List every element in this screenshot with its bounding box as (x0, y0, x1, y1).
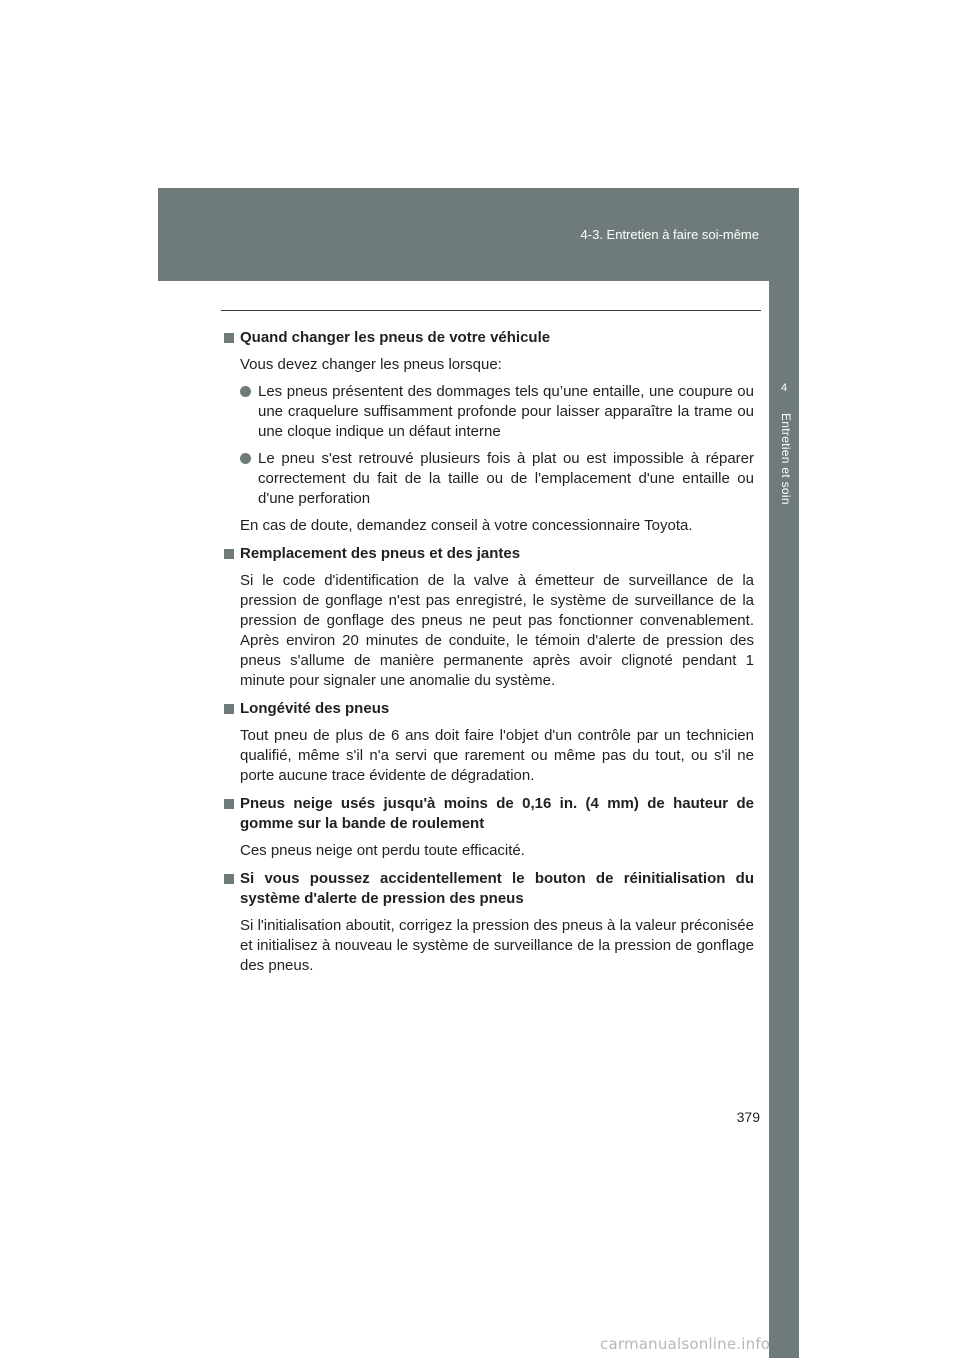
section-heading (224, 544, 754, 564)
square-bullet-icon (224, 799, 234, 809)
header-rule (221, 310, 761, 311)
list-item (224, 449, 754, 509)
section-body: Si l'initialisation aboutit, corrigez la pression des pneus à la valeur préconisée et initialisez à nouveau le système de surveillance de la pression de gonflage des pneus. (240, 917, 754, 974)
header-section-title: 4-3. Entretien à faire soi-même (580, 227, 759, 242)
circle-bullet-icon (240, 453, 251, 464)
list-item-text: Le pneu s'est retrouvé plusieurs fois à plat ou est impossible à réparer correctement du fait de la taille ou de l'emplacement d'une entaille ou d'une perforation (258, 450, 754, 507)
page-content (224, 328, 754, 976)
circle-bullet-icon (240, 386, 251, 397)
section-body: Tout pneu de plus de 6 ans doit faire l'objet d'un contrôle par un technicien qualifié, même s'il n'a servi que rarement ou même pas du tout, ou s'il ne porte aucune trace évidente de dégradation. (240, 727, 754, 784)
watermark: carmanualsonline.info (600, 1335, 771, 1353)
square-bullet-icon (224, 333, 234, 343)
section-heading (224, 869, 754, 909)
chapter-side-tab (769, 281, 799, 1358)
section-heading-text: Si vous poussez accidentellement le bouton de réinitialisation du système d'alerte de pression des pneus (240, 870, 754, 907)
section-body: Si le code d'identification de la valve à émetteur de surveillance de la pression de gonflage n'est pas enregistré, le système de surveillance de la pression de gonflage des pneus ne peut pas fonctionner convenablement. Après environ 20 minutes de conduite, le témoin d'alerte de pression des pneus s'allume de manière permanente après avoir clignoté pendant 1 minute pour signaler une anomalie du système. (240, 572, 754, 689)
section-heading (224, 699, 754, 719)
section-body: Ces pneus neige ont perdu toute efficacité. (240, 842, 525, 859)
section-outro: En cas de doute, demandez conseil à votre concessionnaire Toyota. (240, 517, 693, 534)
square-bullet-icon (224, 874, 234, 884)
chapter-title: Entretien et soin (779, 413, 793, 505)
section-heading (224, 328, 754, 348)
section-intro: Vous devez changer les pneus lorsque: (240, 356, 502, 373)
page-number: 379 (736, 1109, 760, 1125)
chapter-number: 4 (780, 382, 788, 394)
header-band (158, 188, 799, 281)
list-item-text: Les pneus présentent des dommages tels qu’une entaille, une coupure ou une craquelure suffisamment profonde pour laisser apparaître la trame ou une cloque indique un défaut interne (258, 383, 754, 440)
square-bullet-icon (224, 549, 234, 559)
section-heading-text: Quand changer les pneus de votre véhicule (240, 329, 551, 346)
section-heading-text: Longévité des pneus (240, 700, 390, 717)
section-heading (224, 794, 754, 834)
list-item (224, 382, 754, 442)
square-bullet-icon (224, 704, 234, 714)
section-heading-text: Pneus neige usés jusqu'à moins de 0,16 in. (4 mm) de hauteur de gomme sur la bande de roulement (240, 795, 754, 832)
section-heading-text: Remplacement des pneus et des jantes (240, 545, 521, 562)
